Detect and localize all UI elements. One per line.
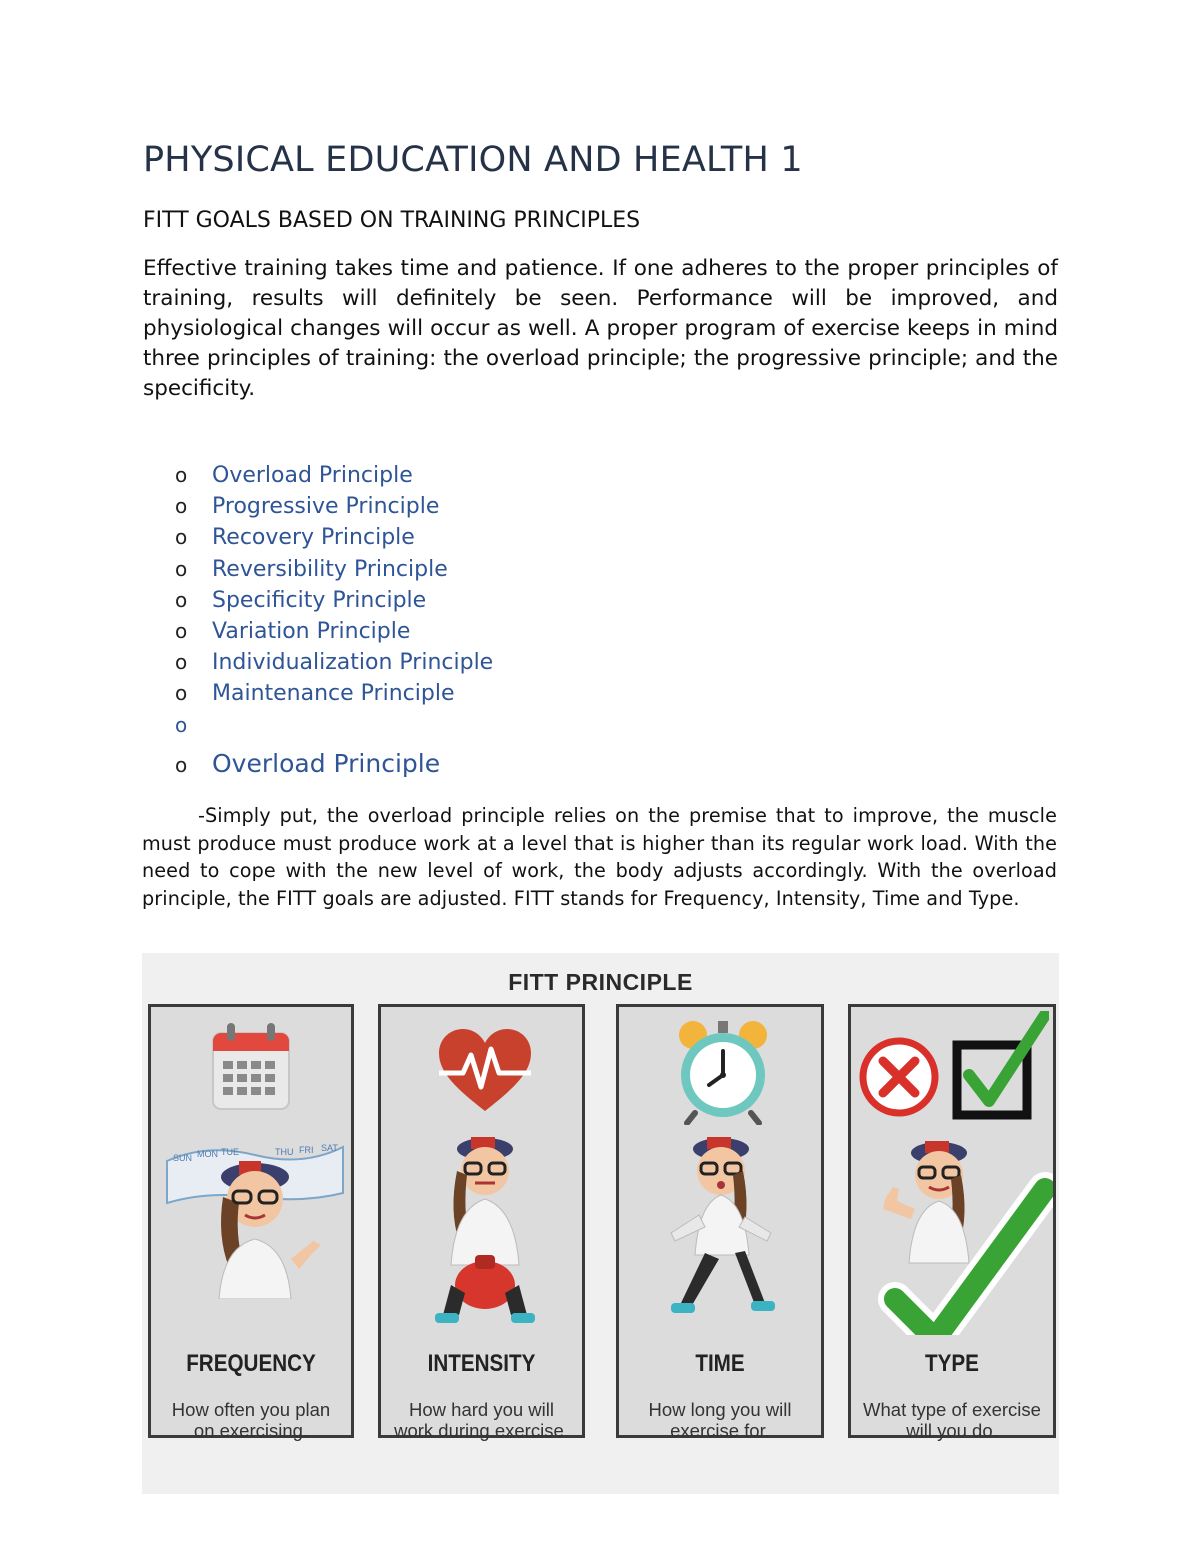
- intro-paragraph: Effective training takes time and patience. If one adheres to the proper principles of training, results will definitely be seen. Performance will be improved, and physiological changes will occur as well. A proper program of exercise keeps in mind three principles of training: the overload principle; the progressive principle; and the specificity.: [143, 256, 1058, 401]
- bullet-icon: o: [175, 650, 188, 675]
- panel-title: FREQUENCY: [186, 1350, 316, 1377]
- bullet-icon: o: [175, 712, 188, 737]
- infographic-title: FITT PRINCIPLE: [508, 969, 693, 995]
- list-item[interactable]: [175, 554, 493, 585]
- cross-and-check-icon: [857, 1011, 1049, 1135]
- overload-text: -Simply put, the overload principle relies on the premise that to improve, the muscle must produce must produce work at a level that is higher than its regular work load. With the need to cope with the new level of work, the body adjusts accordingly. With the overload principle, the FITT goals are adjusted. FITT stands for Frequency, Intensity, Time and Type.: [142, 804, 1057, 910]
- section-subtitle: FITT GOALS BASED ON TRAINING PRINCIPLES: [143, 208, 641, 233]
- intensity-panel: [378, 1004, 585, 1441]
- principle-link[interactable]: Maintenance Principle: [212, 681, 455, 707]
- calendar-banner-person-illustration: [163, 1139, 348, 1299]
- panel-title: INTENSITY: [427, 1350, 536, 1377]
- fitt-infographic: [142, 953, 1059, 1494]
- list-item[interactable]: [175, 585, 493, 616]
- panel-title: TIME: [695, 1350, 745, 1377]
- page-title: PHYSICAL EDUCATION AND HEALTH 1: [143, 140, 803, 180]
- calendar-day-label: TUE: [221, 1147, 239, 1157]
- bullet-icon: o: [175, 494, 188, 519]
- overload-paragraph: [142, 802, 1057, 912]
- alarm-clock-icon: [675, 1017, 771, 1125]
- bullet-icon: o: [175, 556, 188, 581]
- running-person-illustration: [655, 1135, 791, 1325]
- lifting-person-illustration: [421, 1135, 549, 1325]
- bullet-icon: o: [175, 681, 188, 706]
- principle-link[interactable]: Specificity Principle: [212, 587, 427, 613]
- principle-link[interactable]: Reversibility Principle: [212, 556, 448, 582]
- calendar-day-label: SAT: [321, 1143, 338, 1153]
- panel-description: How hard you will work during exercise.: [394, 1399, 569, 1441]
- list-item[interactable]: [175, 647, 493, 678]
- heart-icon: [437, 1027, 533, 1115]
- bullet-icon: o: [175, 587, 188, 612]
- list-item[interactable]: [175, 491, 493, 522]
- panel-title: TYPE: [925, 1350, 979, 1377]
- type-panel: [848, 1004, 1056, 1441]
- time-panel: [616, 1004, 824, 1441]
- bullet-icon: o: [175, 463, 188, 487]
- panel-description: How long you will exercise for.: [648, 1399, 792, 1441]
- bullet-icon: o: [175, 618, 188, 643]
- bullet-icon: o: [175, 525, 188, 550]
- principle-link[interactable]: Individualization Principle: [212, 650, 494, 676]
- principle-link[interactable]: Progressive Principle: [212, 494, 440, 520]
- frequency-panel: [148, 1004, 354, 1441]
- list-item[interactable]: [175, 616, 493, 647]
- principle-link[interactable]: Overload Principle: [212, 463, 413, 488]
- list-item[interactable]: [175, 678, 493, 709]
- panel-description: What type of exercise will you do.: [863, 1399, 1041, 1441]
- calendar-day-label: THU: [275, 1147, 294, 1157]
- panel-description: How often you plan on exercising.: [171, 1399, 331, 1441]
- principle-link[interactable]: Variation Principle: [212, 618, 411, 644]
- principles-list: [175, 460, 493, 784]
- section-heading-item: [175, 744, 493, 784]
- calendar-icon: [209, 1021, 293, 1113]
- calendar-day-label: SUN: [173, 1153, 193, 1163]
- thumbs-up-person-illustration: [865, 1139, 1053, 1335]
- principle-link[interactable]: Recovery Principle: [212, 525, 415, 551]
- calendar-day-label: FRI: [299, 1145, 314, 1155]
- empty-list-item: [175, 710, 493, 744]
- section-heading: Overload Principle: [212, 748, 441, 778]
- bullet-icon: o: [175, 752, 188, 777]
- list-item[interactable]: [175, 522, 493, 553]
- list-item[interactable]: [175, 460, 493, 491]
- calendar-day-label: MON: [197, 1149, 218, 1159]
